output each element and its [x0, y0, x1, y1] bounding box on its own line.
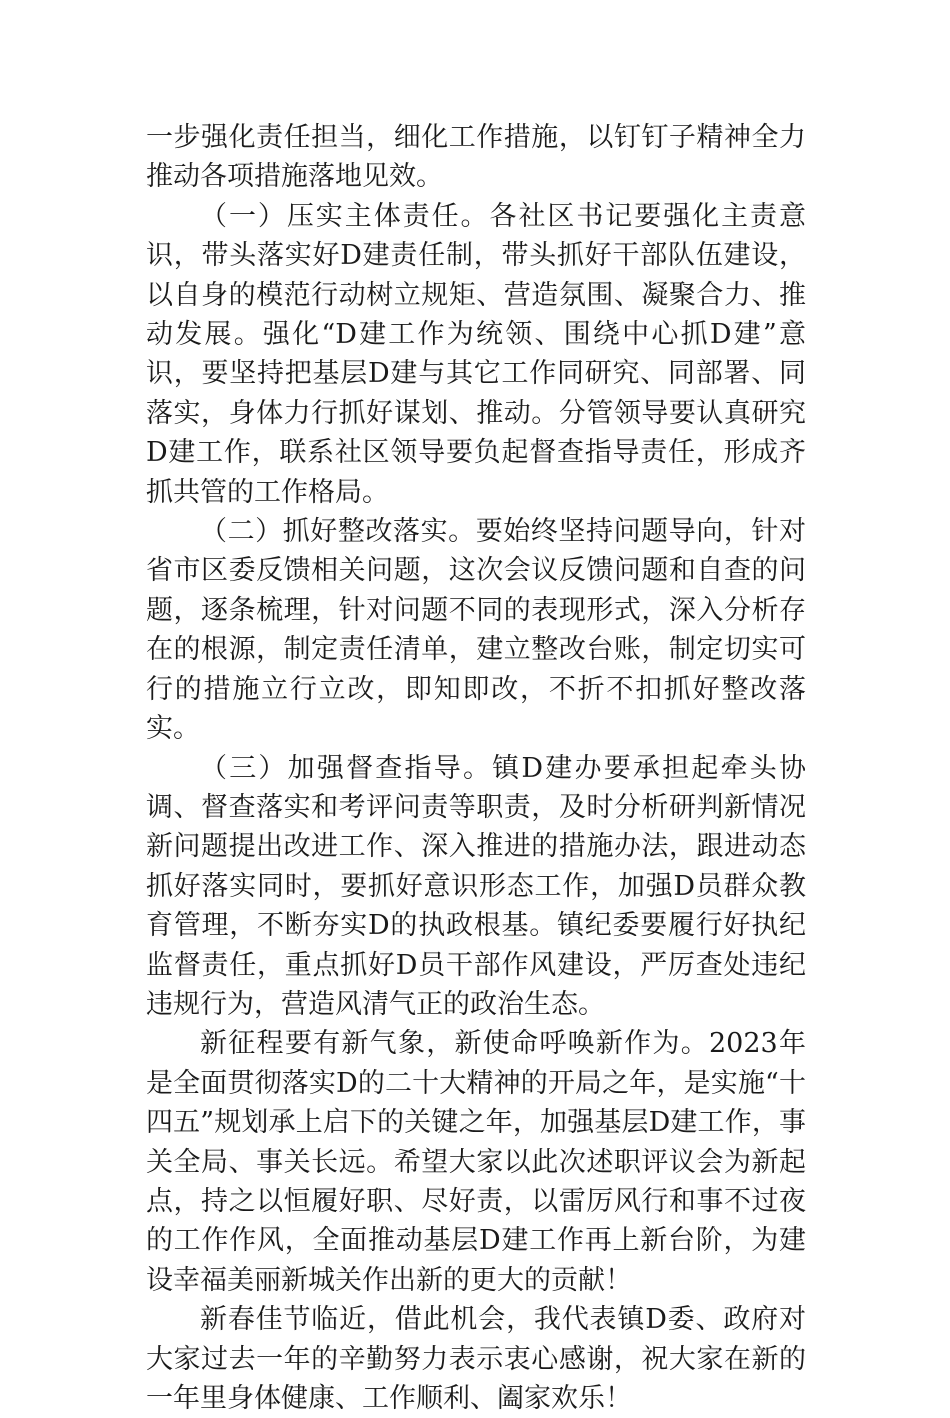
section-heading: （一）压实主体责任。	[200, 200, 490, 232]
paragraph-text: 新征程要有新气象，新使命呼唤新作为。2023年是全面贯彻落实D的二十大精神的开局之年，是实施“十四五”规划承上启下的关键之年，加强基层D建工作，事关全局、事关长远。希望大家以此次述职评议会为新起点，持之以恒履好职、尽好责，以雷厉风行和事不过夜的工作作风，全面推动基层D建工作再上新台阶，为建设幸福美丽新城关作出新的更大的贡献！	[146, 1028, 806, 1296]
paragraph-text: 镇D建办要承担起牵头协调、督查落实和考评问责等职责，及时分析研判新情况新问题提出改进工作、深入推进的措施办法，跟进动态抓好落实同时，要抓好意识形态工作，加强D员群众教育管理，不断夯实D的执政根基。镇纪委要履行好执纪监督责任，重点抓好D员干部作风建设，严厉查处违纪违规行为，营造风清气正的政治生态。	[146, 752, 806, 1020]
paragraph-section-3	[146, 749, 806, 1025]
paragraph-text: 要始终坚持问题导向，针对省市区委反馈相关问题，这次会议反馈问题和自查的问题，逐条梳理，针对问题不同的表现形式，深入分析存在的根源，制定责任清单，建立整改台账，制定切实可行的措施立行立改，即知即改，不折不扣抓好整改落实。	[146, 516, 807, 745]
paragraph-text: 一步强化责任担当，细化工作措施，以钉钉子精神全力推动各项措施落地见效。	[146, 122, 806, 193]
paragraph-outlook	[146, 1024, 806, 1300]
paragraph-continuation	[146, 118, 806, 197]
document-body	[146, 118, 806, 1418]
paragraph-text: 各社区书记要强化主责意识，带头落实好D建责任制，带头抓好干部队伍建设，以自身的模范行动树立规矩、营造氛围、凝聚合力、推动发展。强化“D建工作为统领、围绕中心抓D建”意识，要坚持把基层D建与其它工作同研究、同部署、同落实，身体力行抓好谋划、推动。分管领导要认真研究D建工作，联系社区领导要负起督查指导责任，形成齐抓共管的工作格局。	[146, 200, 806, 508]
paragraph-section-2	[146, 512, 806, 748]
section-heading: （三）加强督查指导。	[200, 752, 493, 784]
paragraph-text: 新春佳节临近，借此机会，我代表镇D委、政府对大家过去一年的辛勤努力表示衷心感谢，祝大家在新的一年里身体健康、工作顺利、阖家欢乐！	[146, 1304, 806, 1414]
section-heading: （二）抓好整改落实。	[200, 516, 476, 548]
paragraph-greetings	[146, 1300, 806, 1418]
paragraph-section-1	[146, 197, 806, 512]
